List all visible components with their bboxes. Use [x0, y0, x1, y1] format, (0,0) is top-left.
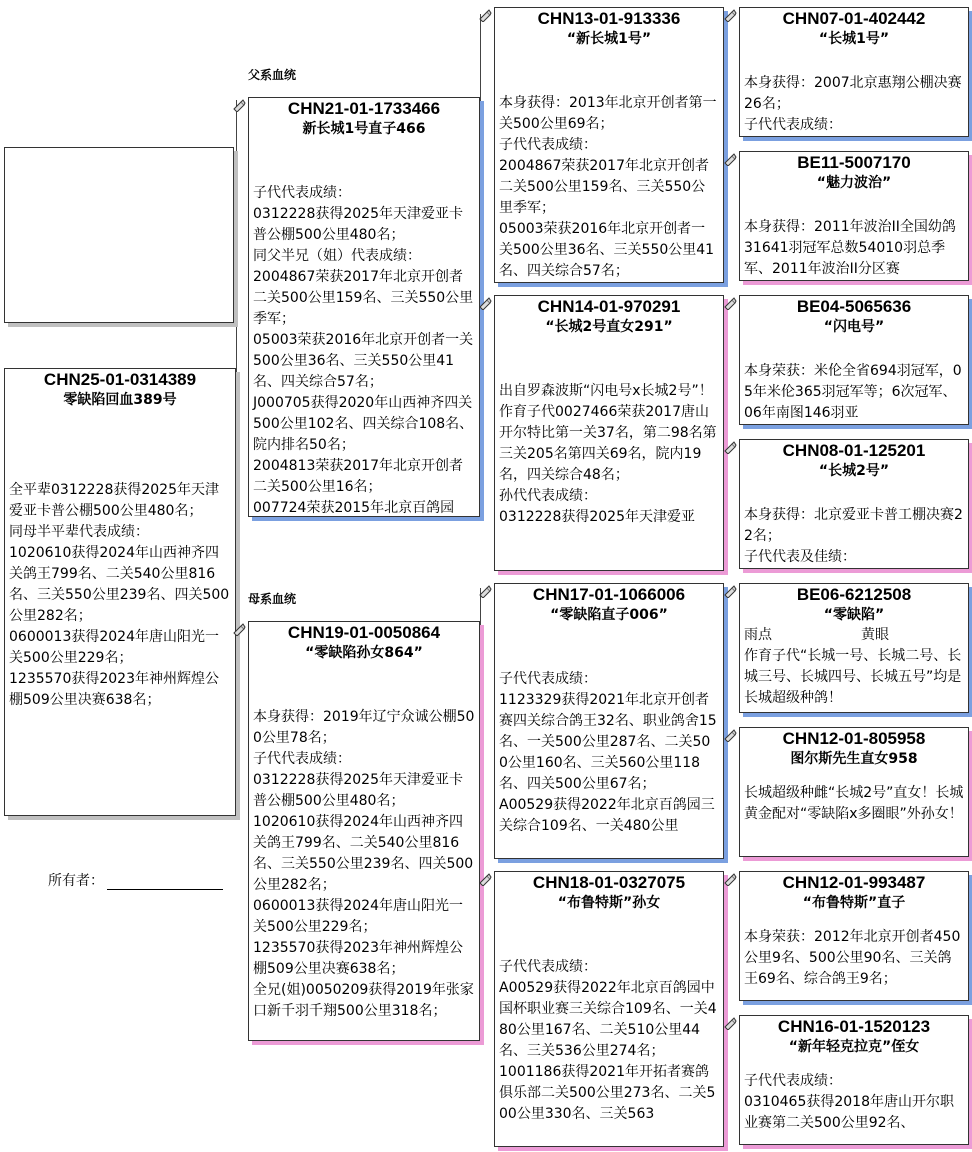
pigeon-notes: 子代代表成绩： 0310465获得2018年唐山开尔职业赛第二关500公里92名、	[744, 1073, 954, 1131]
sdd-card	[739, 439, 969, 569]
ring-number: CHN16-01-1520123	[777, 1017, 931, 1036]
ring-number: CHN07-01-402442	[782, 9, 926, 28]
owner-label: 所有者：	[48, 873, 104, 889]
pigeon-notes: 子代代表成绩： A00529获得2022年北京百鸽园中国杯职业赛三关综合109名、一关480公里167名、二关510公里44名、三关536公里274名； 1001186获得2021年开拓者赛鸽俱乐部二关500公里273名、二关500公里330名、三关563	[499, 959, 717, 1122]
ring-number: CHN17-01-1066006	[532, 585, 686, 604]
pigeon-notes: 本身获得：北京爱亚卡普工棚决赛22名； 子代代表及佳绩：	[744, 507, 963, 565]
ring-number: CHN12-01-805958	[782, 729, 926, 748]
pigeon-name: “新长城1号”	[566, 31, 652, 47]
owner-field[interactable]	[48, 870, 223, 890]
edit-icon[interactable]	[478, 8, 492, 22]
pigeon-name: “长城2号”	[818, 463, 890, 479]
ring-number: CHN25-01-0314389	[43, 370, 197, 389]
pigeon-notes: 本身获得：2007北京惠翔公棚决赛26名； 子代代表成绩：	[744, 75, 962, 133]
connector	[725, 876, 726, 1022]
paternal-label: 父系血统	[248, 68, 297, 82]
connector	[725, 300, 726, 446]
sss-card	[739, 7, 969, 137]
sds-card	[739, 295, 969, 425]
pigeon-notes: 本身获得：2013年北京开创者第一关500公里69名； 子代代表成绩： 2004867荣获2017年北京开创者二关500公里159名、三关550公里季军； 05003荣获2016年北京开创者一关500公里36名、三关550公里41名、四关综合57名；	[499, 95, 717, 279]
dds-card	[739, 871, 969, 1001]
sire-dam-card	[494, 295, 724, 571]
edit-icon[interactable]	[723, 584, 737, 598]
pigeon-name: “长城1号”	[818, 31, 890, 47]
ring-number: CHN14-01-970291	[537, 297, 681, 316]
ring-number: CHN13-01-913336	[537, 9, 681, 28]
dsd-card	[739, 727, 969, 857]
edit-icon[interactable]	[723, 8, 737, 22]
dam-dam-card	[494, 871, 724, 1147]
pigeon-name: “零缺陷直子006”	[550, 607, 668, 623]
edit-icon[interactable]	[478, 872, 492, 886]
edit-icon[interactable]	[723, 1016, 737, 1030]
ring-number: CHN18-01-0327075	[532, 873, 686, 892]
ring-number: CHN21-01-1733466	[287, 99, 441, 118]
dam-card	[248, 621, 480, 1041]
pigeon-notes: 子代代表成绩： 1123329获得2021年北京开创者赛四关综合鸽王32名、职业鸽舍15名、一关500公里287名、二关500公里160名、三关560公里118名、四关500公里67名； A00529获得2022年北京百鸽园三关综合109名、一关480公里	[499, 671, 717, 834]
edit-icon[interactable]	[232, 622, 246, 636]
edit-icon[interactable]	[723, 872, 737, 886]
connector	[725, 588, 726, 734]
edit-icon[interactable]	[723, 296, 737, 310]
pigeon-notes: 本身获得：2019年辽宁众诚公棚500公里78名； 子代代表成绩： 0312228获得2025年天津爱亚卡普公棚500公里480名； 1020610获得2024年山西神齐四关鸽王799名、二关540公里816名、三关550公里239名、四关500公里282名； 0600013获得2024年唐山阳光一关500公里229名； 1235570获得2023年神州辉煌公棚509公里决赛638名； 全兄(姐)0050209获得2019年张家口新千羽千翔500公里318名；	[253, 709, 475, 1019]
pigeon-name: “长城2号直女291”	[545, 319, 673, 335]
dam-sire-card	[494, 583, 724, 859]
pigeon-name: “新年轻克拉克”侄女	[788, 1039, 920, 1055]
ring-number: CHN12-01-993487	[782, 873, 926, 892]
connector	[725, 14, 726, 160]
edit-icon[interactable]	[478, 584, 492, 598]
pigeon-name: 图尔斯先生直女958	[790, 751, 918, 767]
pigeon-name: “闪电号”	[823, 319, 885, 335]
photo-placeholder	[4, 147, 234, 323]
edit-icon[interactable]	[723, 440, 737, 454]
pigeon-notes: 全平辈0312228获得2025年天津爱亚卡普公棚500公里480名； 同母半平辈代表成绩： 1020610获得2024年山西神齐四关鸽王799名、二关540公里816名、三关550公里239名、四关500公里282名； 0600013获得2024年唐山阳光一关500公里229名； 1235570获得2023年神州辉煌公棚509公里决赛638名；	[9, 482, 230, 708]
pigeon-name: “布鲁特斯”孙女	[557, 895, 661, 911]
subject-card	[4, 368, 236, 816]
pigeon-notes: 出自罗森波斯“闪电号x长城2号”！ 作育子代0027466荣获2017唐山开尔特比第一关37名，第二98名第三关205名第四关69名，院内19名，四关综合48名； 孙代代表成绩： 0312228获得2025年天津爱亚	[499, 383, 717, 525]
edit-icon[interactable]	[478, 296, 492, 310]
ring-number: BE06-6212508	[796, 585, 912, 604]
connector	[480, 588, 481, 878]
pigeon-notes: 雨点 黄眼 作育子代“长城一号、长城二号、长城三号、长城四号、长城五号”均是长城超级种鸽！	[744, 627, 962, 706]
ring-number: CHN19-01-0050864	[287, 623, 441, 642]
pigeon-name: “布鲁特斯”直子	[802, 895, 906, 911]
pigeon-name: “零缺陷孙女864”	[305, 645, 423, 661]
ring-number: BE11-5007170	[797, 153, 911, 172]
sire-sire-card	[494, 7, 724, 283]
pigeon-notes: 子代代表成绩： 0312228获得2025年天津爱亚卡普公棚500公里480名； 同父半兄（姐）代表成绩： 2004867荣获2017年北京开创者二关500公里159名、三关550公里季军； 05003荣获2016年北京开创者一关500公里36名、三关550公里41名、四关综合57名； J000705获得2020年山西神齐四关500公里102名、四关综合108名、院内排名50名； 2004813荣获2017年北京开创者二关500公里16名； 007724荣获2015年北京百鸽园	[253, 185, 474, 516]
owner-blank[interactable]	[107, 873, 223, 890]
pigeon-notes: 本身荣获：米伦全省694羽冠军，05年米伦365羽冠军等；6次冠军、06年南图146羽亚	[744, 363, 962, 421]
maternal-label: 母系血统	[248, 592, 297, 606]
connector	[480, 14, 481, 304]
pigeon-notes: 长城超级种雌“长城2号”直女！长城黄金配对“零缺陷x多圈眼”外孙女！	[744, 785, 964, 822]
connector	[236, 100, 237, 640]
ring-number: BE04-5065636	[796, 297, 912, 316]
edit-icon[interactable]	[232, 98, 246, 112]
sire-card	[248, 97, 480, 517]
pigeon-name: “魅力波治”	[816, 175, 892, 191]
edit-icon[interactable]	[723, 728, 737, 742]
ddd-card	[739, 1015, 969, 1145]
pigeon-name: 零缺陷回血389号	[63, 392, 177, 408]
ssd-card	[739, 151, 969, 281]
pigeon-name: 新长城1号直子466	[302, 121, 426, 137]
ring-number: CHN08-01-125201	[782, 441, 926, 460]
pigeon-notes: 本身荣获：2012年北京开创者450公里9名、500公里90名、三关鸽王69名、综合鸽王9名；	[744, 929, 961, 987]
edit-icon[interactable]	[723, 152, 737, 166]
pigeon-name: “零缺陷”	[823, 607, 885, 623]
pigeon-notes: 本身获得：2011年波治II全国幼鸽31641羽冠军总数54010羽总季军、2011年波治II分区赛	[744, 219, 956, 277]
dss-card	[739, 583, 969, 713]
